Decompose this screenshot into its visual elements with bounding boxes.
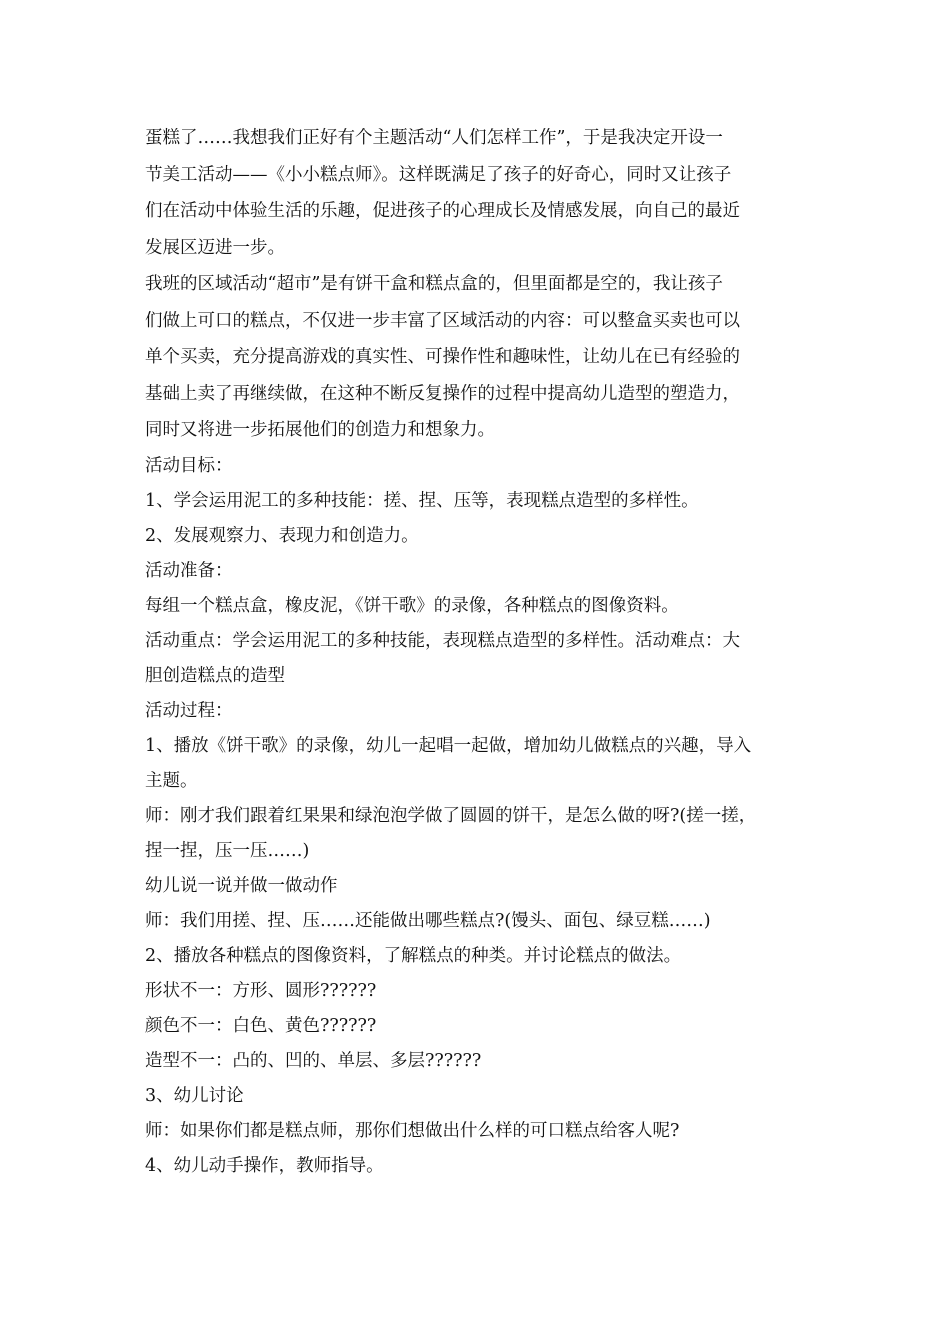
document-body	[145, 120, 810, 1184]
color-line: 颜色不一：白色、黄色??????	[145, 1015, 377, 1036]
teacher-line: 捏一捏，压一压……)	[145, 840, 310, 861]
child-activity-line: 幼儿说一说并做一做动作	[145, 875, 338, 896]
process-step: 3、幼儿讨论	[145, 1085, 244, 1106]
text-line: 们做上可口的糕点，不仅进一步丰富了区域活动的内容：可以整盒买卖也可以	[145, 310, 740, 331]
text-line: 同时又将进一步拓展他们的创造力和想象力。	[145, 420, 495, 440]
process-step: 主题。	[145, 770, 198, 791]
teacher-line: 师：刚才我们跟着红果果和绿泡泡学做了圆圆的饼干，是怎么做的呀?(搓一搓，	[145, 805, 757, 826]
teacher-line: 师：如果你们都是糕点师，那你们想做出什么样的可口糕点给客人呢?	[145, 1120, 680, 1141]
text-line: 基础上卖了再继续做，在这种不断反复操作的过程中提高幼儿造型的塑造力，	[145, 383, 740, 404]
process-step: 1、播放《饼干歌》的录像，幼儿一起唱一起做，增加幼儿做糕点的兴趣，导入	[145, 735, 752, 756]
text-line: 发展区迈进一步。	[145, 237, 285, 258]
process-step: 4、幼儿动手操作，教师指导。	[145, 1155, 384, 1176]
goal-item: 1、学会运用泥工的多种技能：搓、捏、压等，表现糕点造型的多样性。	[145, 490, 699, 511]
text-line: 们在活动中体验生活的乐趣，促进孩子的心理成长及情感发展，向自己的最近	[145, 201, 740, 221]
process-step: 2、播放各种糕点的图像资料，了解糕点的种类。并讨论糕点的做法。	[145, 945, 682, 966]
teacher-line: 师：我们用搓、捏、压……还能做出哪些糕点?(馒头、面包、绿豆糕……)	[145, 910, 711, 931]
form-line: 造型不一：凸的、凹的、单层、多层??????	[145, 1050, 482, 1071]
goal-item: 2、发展观察力、表现力和创造力。	[145, 525, 419, 546]
text-line: 我班的区域活动“超市”是有饼干盒和糕点盒的，但里面都是空的，我让孩子	[145, 274, 723, 294]
section-heading-process: 活动过程：	[145, 700, 233, 721]
supermarket-paragraph	[145, 266, 810, 449]
preparation-text: 每组一个糕点盒，橡皮泥，《饼干歌》的录像，各种糕点的图像资料。	[145, 595, 679, 616]
key-points-text: 活动重点：学会运用泥工的多种技能，表现糕点造型的多样性。活动难点：大	[145, 630, 740, 651]
section-heading-goals: 活动目标：	[145, 455, 233, 476]
intro-paragraph	[145, 120, 810, 266]
shape-line: 形状不一：方形、圆形??????	[145, 980, 377, 1001]
key-points-text: 胆创造糕点的造型	[145, 665, 285, 686]
text-line: 节美工活动——《小小糕点师》。这样既满足了孩子的好奇心，同时又让孩子	[145, 164, 732, 185]
text-line: 单个买卖，充分提高游戏的真实性、可操作性和趣味性，让幼儿在已有经验的	[145, 347, 740, 367]
text-line: 蛋糕了……我想我们正好有个主题活动“人们怎样工作”，于是我决定开设一	[145, 128, 723, 148]
section-heading-preparation: 活动准备：	[145, 560, 233, 581]
